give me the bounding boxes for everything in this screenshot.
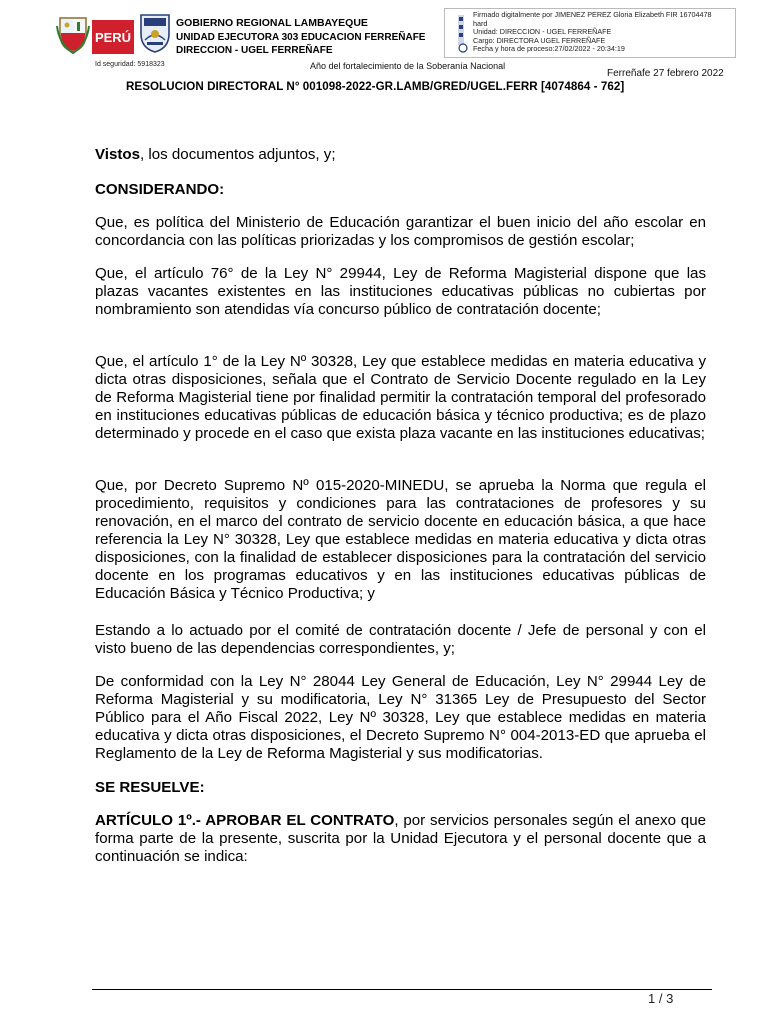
peru-brand-logo	[92, 20, 134, 54]
considerando-heading: CONSIDERANDO:	[95, 181, 225, 198]
footer-divider	[92, 989, 712, 990]
paragraph-2	[95, 265, 706, 319]
regional-emblem-logo	[138, 12, 172, 54]
article-1-heading: ARTÍCULO 1º.- APROBAR EL CONTRATO	[95, 812, 395, 829]
paragraph-1-text: Que, es política del Ministerio de Educación garantizar el buen inicio del año escolar en concordancia con las políticas priorizadas y los compromisos de gestión escolar;	[95, 214, 706, 249]
paragraph-6	[95, 673, 706, 763]
vistos-paragraph	[95, 146, 706, 164]
signature-datetime: Fecha y hora de proceso:27/02/2022 - 20:34:19	[473, 44, 625, 54]
vistos-text: , los documentos adjuntos, y;	[140, 146, 336, 163]
signature-details	[473, 11, 712, 54]
place-date: Ferreñafe 27 febrero 2022	[607, 68, 724, 79]
directorate: DIRECCION - UGEL FERREÑAFE	[176, 45, 333, 56]
paragraph-1	[95, 214, 706, 250]
signature-seal-icon	[455, 13, 471, 53]
org-name: GOBIERNO REGIONAL LAMBAYEQUE	[176, 17, 368, 29]
paragraph-3	[95, 353, 706, 443]
signature-unit: Unidad: DIRECCION - UGEL FERREÑAFE	[473, 27, 612, 37]
security-id: Id seguridad: 5918323	[95, 61, 165, 68]
organization-header	[176, 17, 425, 58]
paragraph-5	[95, 622, 706, 658]
resolution-title: RESOLUCION DIRECTORAL N° 001098-2022-GR.LAMB/GRED/UGEL.FERR [4074864 - 762]	[126, 80, 625, 93]
digital-signature-box	[444, 8, 736, 58]
paragraph-4-text: Que, por Decreto Supremo Nº 015-2020-MINEDU, se aprueba la Norma que regula el procedimiento, requisitos y condiciones para las contrataciones de profesores y su renovación, en el marco del contrato de servicio docente en educación básica, a que hace referencia la Ley N° 30328, Ley que establece medidas en materia educativa y dicta otras disposiciones, con la finalidad de establecer disposiciones para la contratación del servicio docente en los programas educativos y en las instituciones educativas públicas de Educación Básica y Técnico Productiva; y	[95, 477, 706, 602]
vistos-label: Vistos	[95, 146, 141, 163]
peru-coat-of-arms-logo	[56, 14, 90, 54]
paragraph-3-text: Que, el artículo 1° de la Ley Nº 30328, Ley que establece medidas en materia educativa y dicta otras disposiciones, señala que el Contrato de Servicio Docente regulado en la Ley de Reforma Magisterial tiene por finalidad permitir la contratación temporal del profesorado en instituciones educativas públicas de educación básica y técnico productiva; es de plazo determinado y procede en el caso que exista plaza vacante en las instituciones educativas;	[95, 353, 706, 442]
peru-label: PERÚ	[94, 29, 132, 45]
signature-signer: Firmado digitalmente por JIMENEZ PEREZ Gloria Elizabeth FIR 16704478	[473, 10, 712, 19]
se-resuelve-heading: SE RESUELVE:	[95, 779, 205, 796]
paragraph-6-text: De conformidad con la Ley N° 28044 Ley General de Educación, Ley N° 29944 Ley de Reforma Magisterial y su modificatoria, Ley N° 31365 Ley de Presupuesto del Sector Público para el Año Fiscal 2022, Ley Nº 30328, Ley que establece medidas en materia educativa y dicta otras disposiciones, el Decreto Supremo N° 004-2013-ED que aprueba el Reglamento de la Ley de Reforma Magisterial y sus modificatorias.	[95, 673, 706, 762]
signature-hard: hard	[473, 18, 488, 28]
paragraph-5-text: Estando a lo actuado por el comité de contratación docente / Jefe de personal y con el visto bueno de las dependencias correspondientes, y;	[95, 622, 706, 657]
page-number: 1 / 3	[648, 991, 674, 1006]
paragraph-2-text: Que, el artículo 76° de la Ley N° 29944, Ley de Reforma Magisterial dispone que las plazas vacantes existentes en las instituciones educativas públicas no cubiertas por nombramiento son atendidas vía concurso público de contratación docente;	[95, 265, 706, 318]
article-1-text: , por servicios personales según el anexo que forma parte de la presente, suscrita por la Unidad Ejecutora y el personal docente que a continuación se indica:	[95, 812, 706, 865]
year-motto: Año del fortalecimiento de la Soberanía Nacional	[310, 61, 506, 71]
signature-role: Cargo: DIRECTORA UGEL FERREÑAFE	[473, 35, 606, 45]
paragraph-4	[95, 477, 706, 603]
executing-unit: UNIDAD EJECUTORA 303 EDUCACION FERREÑAFE	[176, 31, 426, 43]
article-1	[95, 812, 706, 866]
